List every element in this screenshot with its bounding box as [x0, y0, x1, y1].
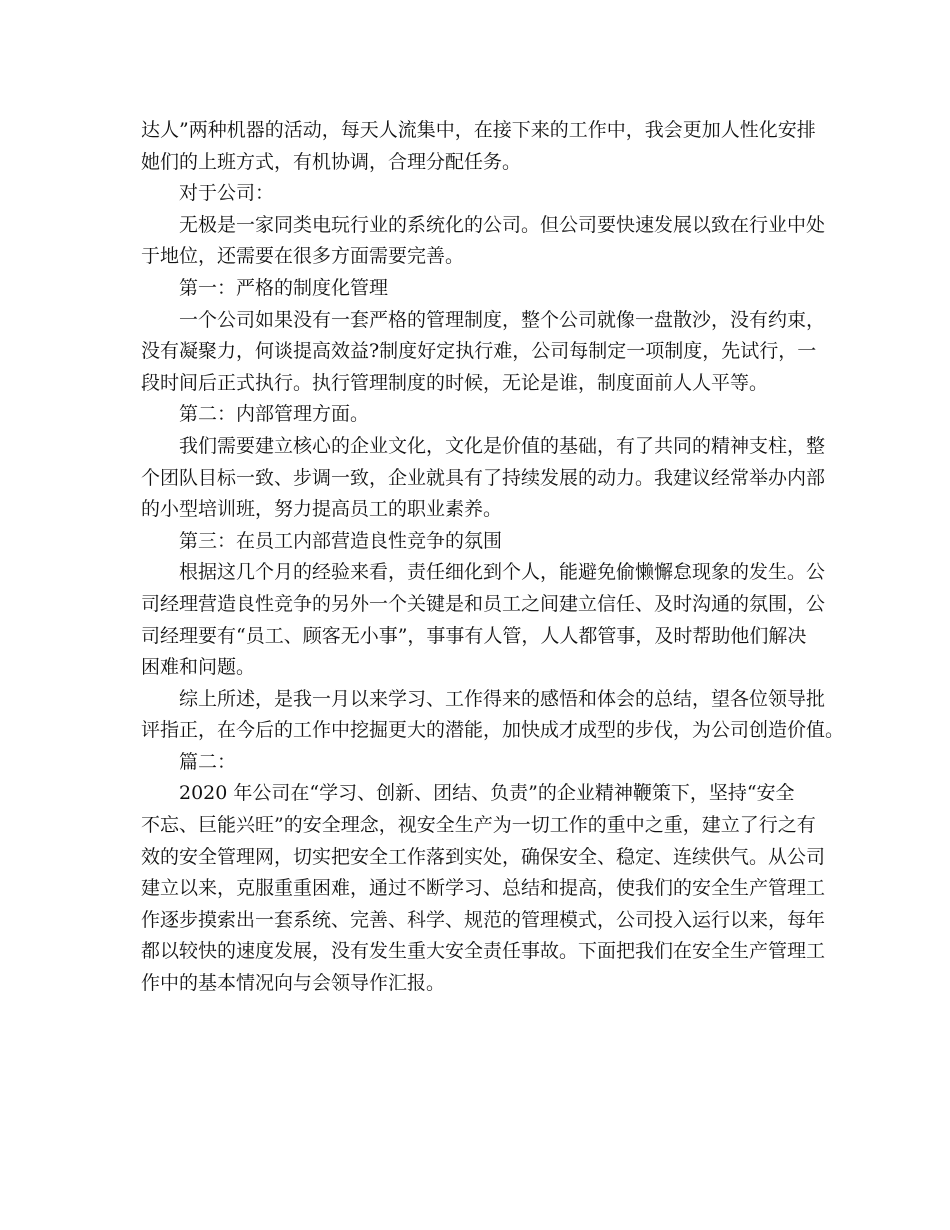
text-line: 她们的上班方式，有机协调，合理分配任务。 [141, 150, 522, 173]
text-line: 司经理营造良性竞争的另外一个关键是和员工之间建立信任、及时沟通的氛围，公 [141, 592, 826, 615]
text-line: 困难和问题。 [141, 656, 256, 679]
text-line: 根据这几个月的经验来看，责任细化到个人，能避免偷懒懈怠现象的发生。公 [179, 561, 826, 584]
text-line: 司经理要有“员工、顾客无小事”，事事有人管，人人都管事，及时帮助他们解决 [141, 624, 807, 647]
text-line: 效的安全管理网，切实把安全工作落到实处，确保安全、稳定、连续供气。从公司 [141, 845, 826, 868]
text-line: 建立以来，克服重重困难，通过不断学习、总结和提高，使我们的安全生产管理工 [141, 877, 826, 900]
text-line: 我们需要建立核心的企业文化，文化是价值的基础，有了共同的精神支柱，整 [179, 434, 826, 457]
text-line: 第一：严格的制度化管理 [179, 276, 389, 299]
text-line: 一个公司如果没有一套严格的管理制度，整个公司就像一盘散沙，没有约束， [179, 308, 826, 331]
text-line: 没有凝聚力，何谈提高效益?制度好定执行难，公司每制定一项制度，先试行，一 [141, 340, 817, 363]
text-line: 篇二： [179, 750, 237, 773]
text-line: 都以较快的速度发展，没有发生重大安全责任事故。下面把我们在安全生产管理工 [141, 940, 826, 963]
text-line: 不忘、巨能兴旺”的安全理念，视安全生产为一切工作的重中之重，建立了行之有 [141, 814, 816, 837]
text-line: 作中的基本情况向与会领导作汇报。 [141, 972, 446, 995]
text-line: 的小型培训班，努力提高员工的职业素养。 [141, 498, 503, 521]
text-line: 于地位，还需要在很多方面需要完善。 [141, 245, 465, 268]
text-line: 达人”两种机器的活动，每天人流集中，在接下来的工作中，我会更加人性化安排 [141, 119, 816, 141]
text-line: 第二：内部管理方面。 [179, 403, 370, 426]
text-line: 评指正，在今后的工作中挖掘更大的潜能，加快成才成型的步伐，为公司创造价值。 [141, 719, 845, 742]
text-line: 第三：在员工内部营造良性竞争的氛围 [179, 529, 503, 552]
text-line: 对于公司： [179, 182, 275, 205]
text-line: 段时间后正式执行。执行管理制度的时候，无论是谁，制度面前人人平等。 [141, 371, 769, 394]
text-line: 综上所述，是我一月以来学习、工作得来的感悟和体会的总结，望各位领导批 [179, 687, 826, 710]
text-line: 2020 年公司在“学习、创新、团结、负责”的企业精神鞭策下，坚持“安全 [179, 782, 795, 805]
text-line: 个团队目标一致、步调一致，企业就具有了持续发展的动力。我建议经常举办内部 [141, 466, 826, 489]
document-body [141, 115, 845, 1000]
text-line: 作逐步摸索出一套系统、完善、科学、规范的管理模式，公司投入运行以来，每年 [141, 908, 826, 931]
text-line: 无极是一家同类电玩行业的系统化的公司。但公司要快速发展以致在行业中处 [179, 213, 826, 236]
